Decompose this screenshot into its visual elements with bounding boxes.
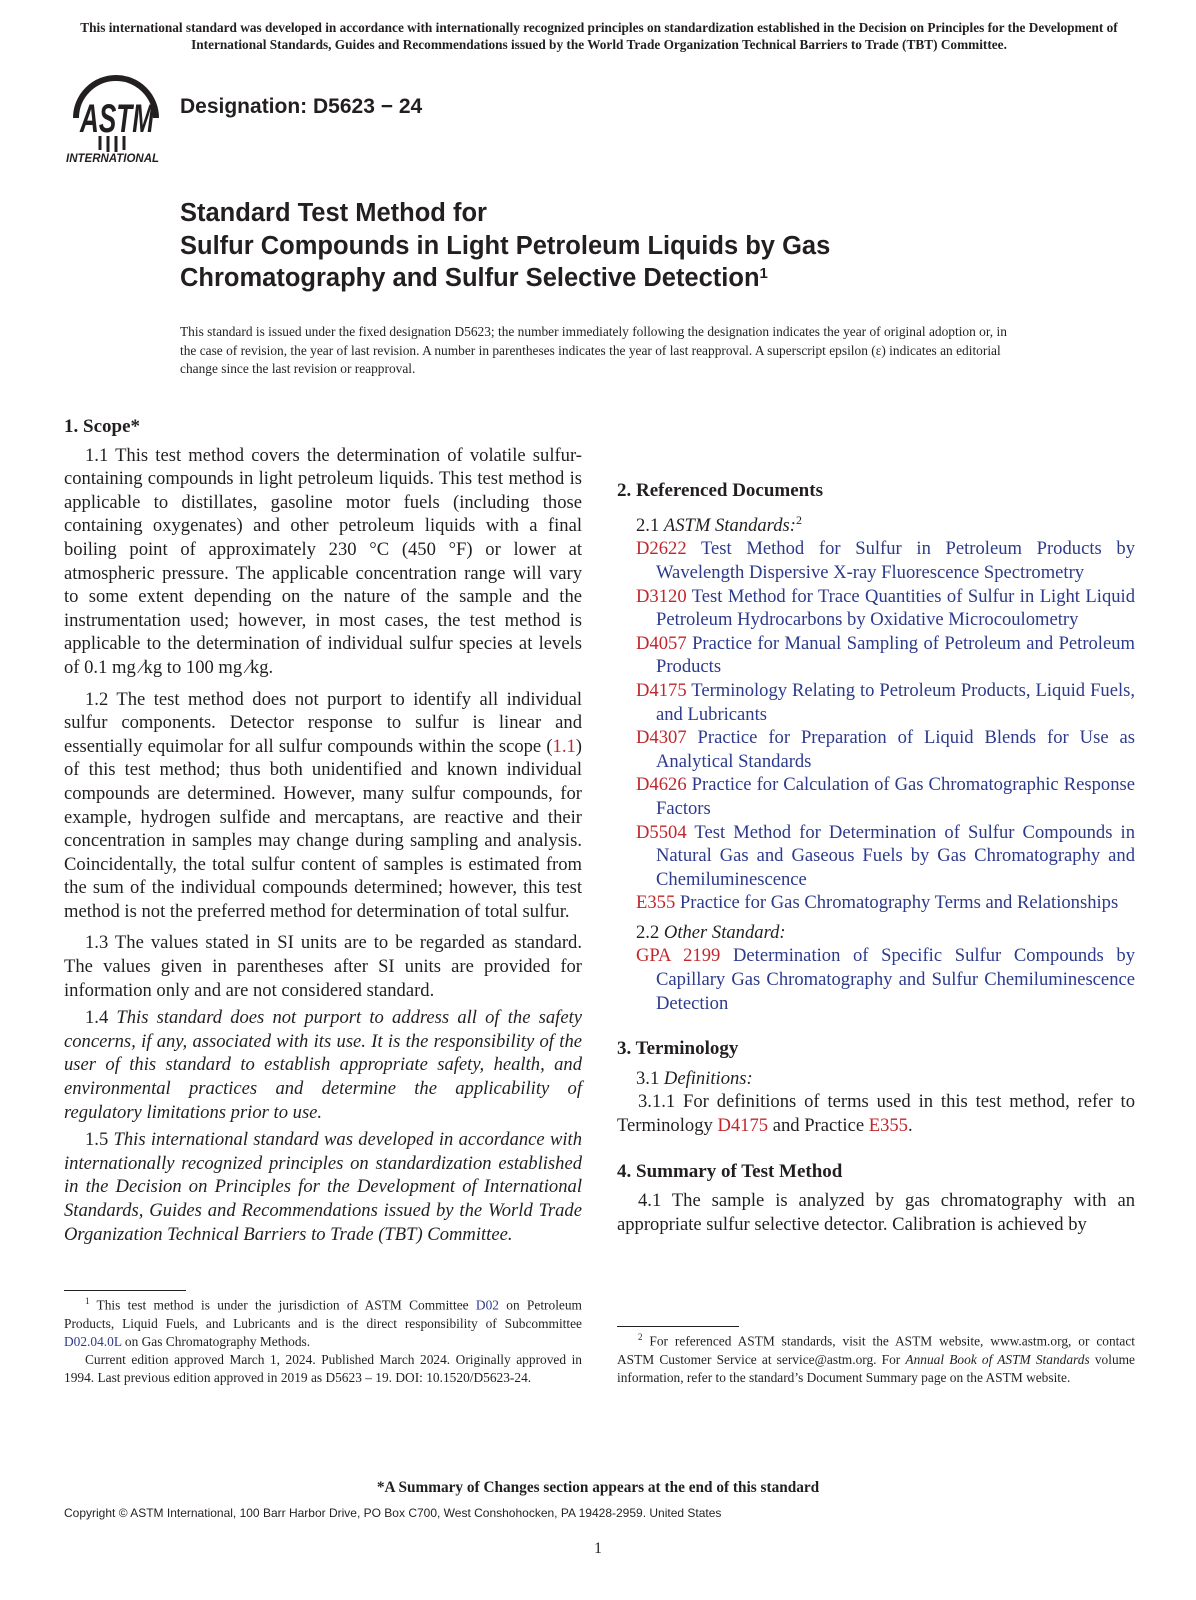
- e355-link[interactable]: E355: [868, 1115, 908, 1137]
- definitions-number: 3.1: [636, 1067, 664, 1089]
- right-column: [617, 415, 1135, 1236]
- reference-code[interactable]: D4057: [636, 632, 687, 654]
- footnote-2-mark: 2: [638, 1332, 643, 1342]
- footnote-1-edition: Current edition approved March 1, 2024. Published March 2024. Originally approved in 1994. Last previous edition approved in 2019 as D5623 – 19. DOI: 10.1520/D5623-24.: [64, 1352, 582, 1386]
- paragraph-1-5: [64, 1128, 582, 1246]
- paragraph-1-5-number: 1.5: [85, 1129, 114, 1151]
- definitions-title: Definitions:: [663, 1067, 753, 1089]
- reference-title[interactable]: Practice for Calculation of Gas Chromatographic Response Factors: [656, 774, 1135, 819]
- left-column: [64, 415, 582, 1246]
- reference-item[interactable]: [617, 537, 1135, 584]
- title-footnote-mark: 1: [759, 265, 768, 282]
- astm-logo-mark: [64, 70, 168, 166]
- reference-title[interactable]: Practice for Manual Sampling of Petroleum and Petroleum Products: [656, 632, 1135, 678]
- paragraph-1-4: [64, 1006, 582, 1124]
- reference-item[interactable]: [617, 726, 1135, 773]
- designation: Designation: D5623 − 24: [180, 95, 423, 118]
- other-reference-list: [617, 944, 1135, 1015]
- reference-item[interactable]: [617, 821, 1135, 892]
- reference-code[interactable]: D4307: [636, 727, 687, 749]
- d02-link[interactable]: D02: [475, 1297, 499, 1313]
- paragraph-1-4-number: 1.4: [85, 1007, 117, 1029]
- footnote-2: [617, 1328, 1135, 1387]
- title-line-2: Sulfur Compounds in Light Petroleum Liquids by Gas: [180, 231, 831, 260]
- reference-code[interactable]: GPA 2199: [636, 945, 721, 967]
- reference-code[interactable]: D5504: [636, 821, 687, 843]
- reference-item[interactable]: [617, 773, 1135, 820]
- footnote-1-text-a: This test method is under the jurisdiction of ASTM Committee: [89, 1297, 476, 1313]
- footnote-1-text-b: on Petroleum Products, Liquid Fuels, and Lubricants and is the direct responsibility of Subcommittee: [64, 1297, 582, 1331]
- footnote-1-text-c: on Gas Chromatography Methods.: [121, 1333, 311, 1349]
- definitions-label: [617, 1067, 1135, 1091]
- paragraph-1-3: 1.3 The values stated in SI units are to be regarded as standard. The values given in parentheses after SI units are provided for information only and are not considered standard.: [64, 932, 582, 1001]
- issue-note: This standard is issued under the fixed designation D5623; the number immediately following the designation indicates the year of original adoption or, in the case of revision, the year of last revision. A number in parentheses indicates the year of last reapproval. A superscript epsilon (ε) indicates an editorial change since the last revision or reapproval.: [180, 324, 1007, 376]
- section-3-heading: 3. Terminology: [617, 1038, 739, 1060]
- reference-item[interactable]: [617, 891, 1135, 915]
- copyright: Copyright © ASTM International, 100 Barr Harbor Drive, PO Box C700, West Conshohocken, PA 19428-2959. United States: [64, 1506, 722, 1520]
- paragraph-4-1: 4.1 The sample is analyzed by gas chromatography with an appropriate sulfur selective detector. Calibration is achieved by: [617, 1190, 1135, 1235]
- svg-text:ASTM: ASTM: [79, 97, 156, 141]
- paragraph-1-2-text-a: 1.2 The test method does not purport to identify all individual sulfur components. Detector response to sulfur is linear and essentially equimolar for all sulfur compounds within the scope (: [64, 688, 582, 757]
- paragraph-1-2-text-b: ) of this test method; thus both unidentified and known individual compounds are determined. However, many sulfur compounds, for example, hydrogen sulfide and mercaptans, are reactive and their concentration in samples may change during sampling and analysis. Coincidentally, the total sulfur content of samples is estimated from the sum of the individual compounds determined; however, this test method is not the preferred method for determination of total sulfur.: [64, 735, 582, 922]
- reference-code[interactable]: E355: [636, 892, 676, 914]
- astm-standards-footnote-mark: 2: [795, 512, 802, 527]
- reference-item[interactable]: [617, 585, 1135, 632]
- d02-04-0l-link[interactable]: D02.04.0L: [64, 1333, 122, 1349]
- reference-list: [617, 537, 1135, 915]
- d4175-link[interactable]: D4175: [717, 1115, 769, 1137]
- astm-standards-title: ASTM Standards:: [663, 514, 796, 536]
- document-title: [180, 197, 830, 295]
- section-1-heading: 1. Scope*: [64, 416, 140, 437]
- reference-title[interactable]: Test Method for Determination of Sulfur Compounds in Natural Gas and Gaseous Fuels by Gas Chromatography and Chemiluminescence: [656, 821, 1135, 890]
- footnote-1: [64, 1292, 582, 1387]
- footnote-2-text-b: volume information, refer to the standard’s Document Summary page on the ASTM website.: [617, 1351, 1136, 1385]
- other-reference-item[interactable]: [617, 944, 1135, 1015]
- reference-code[interactable]: D4175: [636, 679, 687, 701]
- page-number: 1: [594, 1540, 602, 1557]
- reference-title[interactable]: Terminology Relating to Petroleum Products, Liquid Fuels, and Lubricants: [656, 679, 1136, 725]
- other-standard-title: Other Standard:: [663, 921, 786, 943]
- reference-item[interactable]: [617, 679, 1135, 726]
- section-2-heading: 2. Referenced Documents: [617, 480, 823, 501]
- section-1-1-link[interactable]: 1.1: [552, 735, 576, 757]
- astm-standards-label: [617, 509, 1135, 538]
- paragraph-1-1: 1.1 This test method covers the determination of volatile sulfur-containing compounds in light petroleum liquids. This test method is applicable to distillates, gasoline motor fuels (including those containing oxygenates) and other petroleum liquids with a final boiling point of approximately 230 °C (450 °F) or lower at atmospheric pressure. The applicable concentration range will vary to some extent depending on the nature of the sample and the instrumentation used; however, in most cases, the test method is applicable to the determination of individual sulfur species at levels of 0.1 mg ⁄kg to 100 mg ⁄kg.: [64, 444, 582, 678]
- reference-code[interactable]: D2622: [636, 538, 687, 560]
- astm-logo: [64, 70, 168, 166]
- reference-code[interactable]: D4626: [636, 774, 687, 796]
- reference-title[interactable]: Determination of Specific Sulfur Compounds by Capillary Gas Chromatography and Sulfur Chemiluminescence Detection: [656, 945, 1135, 1014]
- reference-item[interactable]: [617, 632, 1135, 679]
- footnote-rule-right: [617, 1326, 739, 1327]
- paragraph-3-1-1-text-a: 3.1.1 For definitions of terms used in this test method, refer to Terminology: [617, 1091, 1135, 1137]
- development-notice: This international standard was developed in accordance with internationally recognized principles on standardization established in the Decision on Principles for the Development of International Standards, Guides and Recommendations issued by the World Trade Organization Technical Barriers to Trade (TBT) Committee.: [80, 20, 1118, 52]
- reference-title[interactable]: Test Method for Sulfur in Petroleum Products by Wavelength Dispersive X-ray Fluorescence Spectrometry: [656, 538, 1135, 583]
- footnote-2-text-a: For referenced ASTM standards, visit the ASTM website, www.astm.org, or contact ASTM Customer Service at service@astm.org. For: [617, 1333, 1135, 1367]
- paragraph-3-1-1-text-b: and Practice: [768, 1115, 869, 1137]
- footnote-rule-left: [64, 1290, 186, 1291]
- footnote-1-mark: 1: [85, 1296, 90, 1306]
- summary-of-changes-note: *A Summary of Changes section appears at the end of this standard: [376, 1479, 820, 1496]
- reference-title[interactable]: Practice for Gas Chromatography Terms and Relationships: [679, 892, 1119, 914]
- other-standard-label: [617, 921, 1135, 945]
- astm-standards-number: 2.1: [636, 514, 664, 536]
- paragraph-1-4-text: This standard does not purport to address all of the safety concerns, if any, associated with its use. It is the responsibility of the user of this standard to establish appropriate safety, health, and environmental practices and determine the applicability of regulatory limitations prior to use.: [64, 1007, 582, 1123]
- paragraph-3-1-1: [617, 1090, 1135, 1137]
- paragraph-1-5-text: This international standard was developed in accordance with internationally recognized principles on standardization established in the Decision on Principles for the Development of International Standards, Guides and Recommendations issued by the World Trade Organization Technical Barriers to Trade (TBT) Committee.: [64, 1129, 583, 1245]
- paragraph-3-1-1-text-c: .: [907, 1115, 913, 1137]
- title-line-3: Chromatography and Sulfur Selective Detection: [180, 264, 760, 292]
- reference-code[interactable]: D3120: [636, 585, 687, 607]
- other-standard-number: 2.2: [636, 921, 664, 943]
- title-line-1: Standard Test Method for: [180, 199, 487, 227]
- paragraph-1-2: [64, 688, 582, 924]
- reference-title[interactable]: Test Method for Trace Quantities of Sulfur in Light Liquid Petroleum Hydrocarbons by Oxidative Microcoulometry: [656, 585, 1135, 631]
- footnote-2-italic: Annual Book of ASTM Standards: [905, 1351, 1090, 1367]
- logo-caption: INTERNATIONAL: [66, 153, 160, 165]
- section-4-heading: 4. Summary of Test Method: [617, 1160, 843, 1182]
- reference-title[interactable]: Practice for Preparation of Liquid Blends for Use as Analytical Standards: [656, 727, 1135, 772]
